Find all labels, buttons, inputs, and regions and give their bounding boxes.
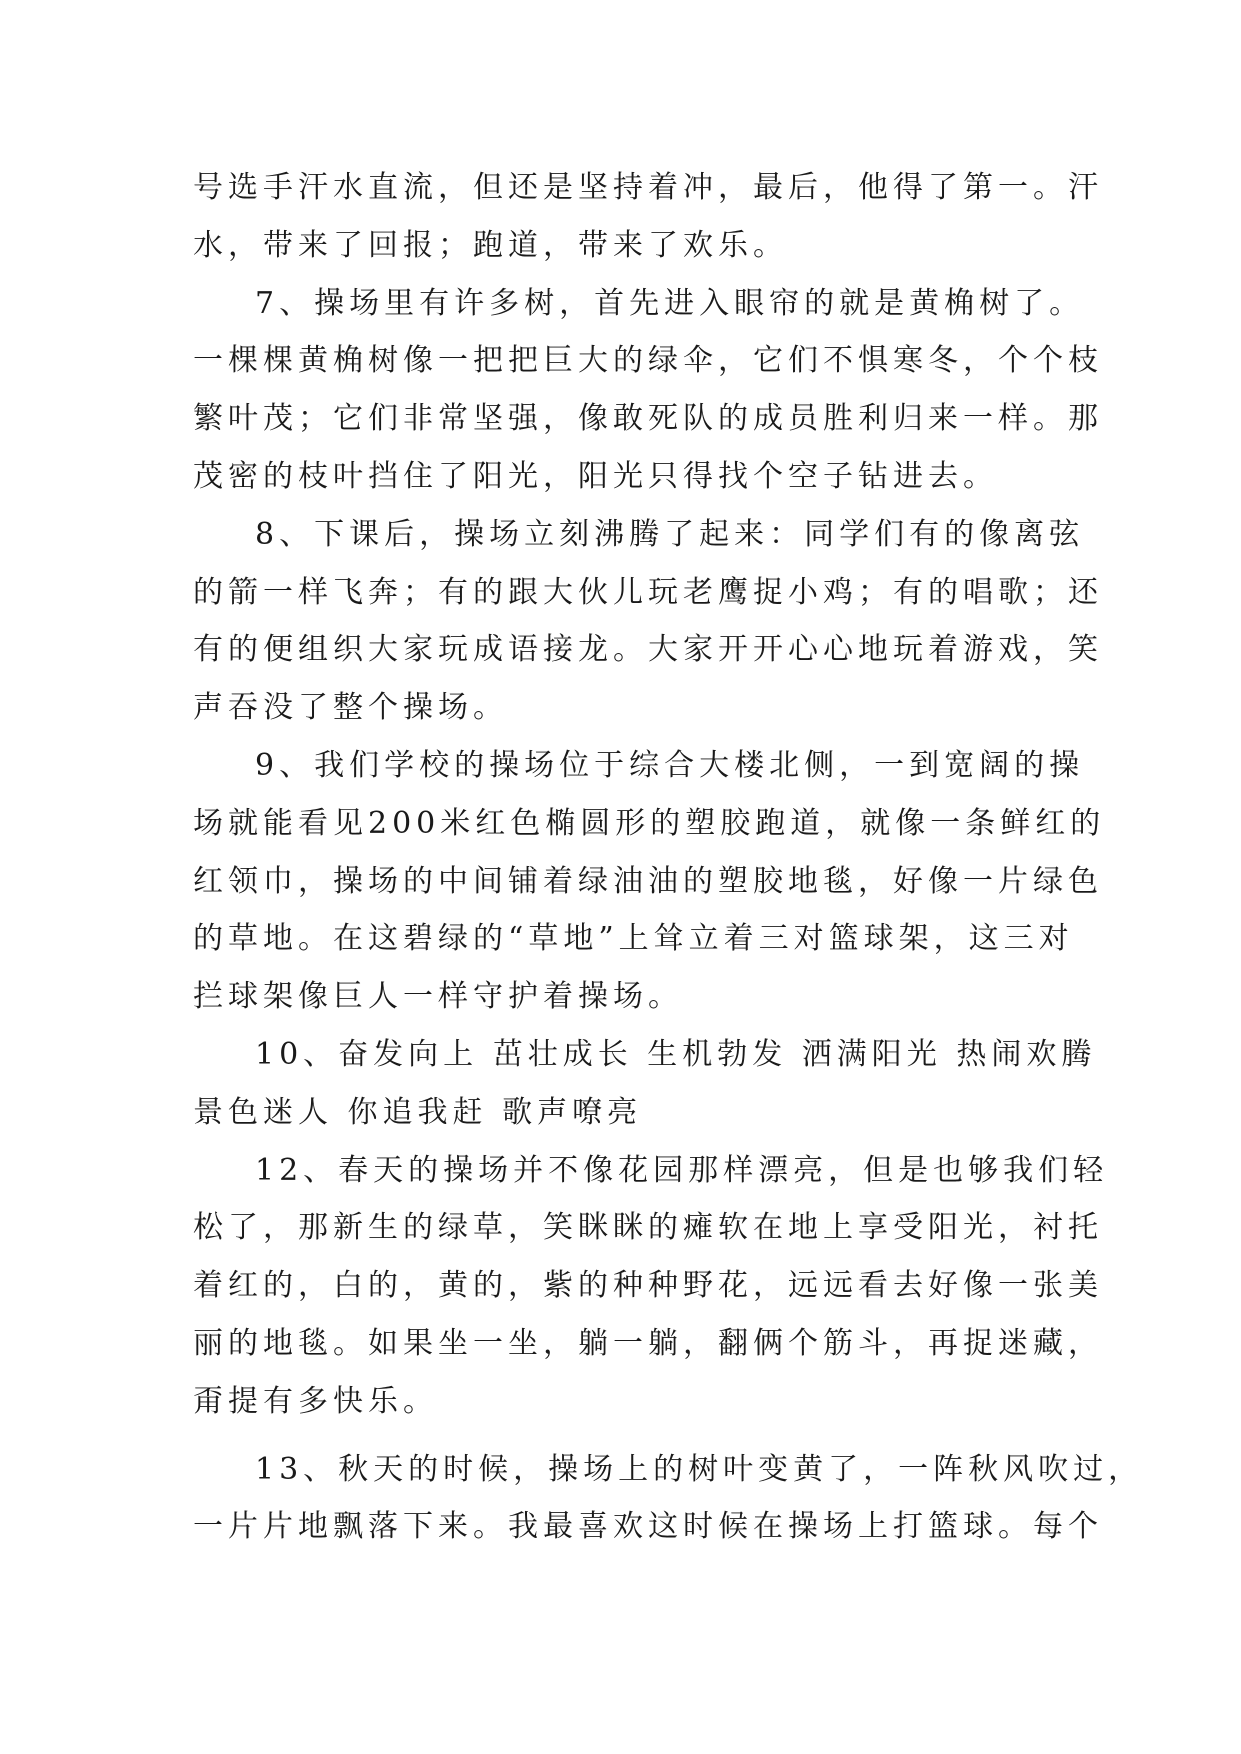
text-line: 10、奋发向上 茁壮成长 生机勃发 洒满阳光 热闹欢腾 — [255, 1036, 1097, 1072]
text-line: 号选手汗水直流，但还是坚持着冲，最后，他得了第一。汗 — [193, 170, 1103, 205]
text-line: 场就能看见200米红色椭圆形的塑胶跑道，就像一条鲜红的 — [193, 805, 1106, 841]
text-line: 水，带来了回报；跑道，带来了欢乐。 — [193, 227, 788, 263]
text-line: 声吞没了整个操场。 — [193, 690, 508, 726]
text-line: 丽的地毯。如果坐一坐，躺一躺，翻俩个筋斗，再捉迷藏， — [193, 1325, 1103, 1361]
text-line: 有的便组织大家玩成语接龙。大家开开心心地玩着游戏，笑 — [193, 632, 1103, 668]
text-line: 甭提有多快乐。 — [193, 1383, 438, 1419]
paragraph-13 — [193, 1441, 1144, 1557]
text-line: 的箭一样飞奔；有的跟大伙儿玩老鹰捉小鸡；有的唱歌；还 — [193, 574, 1103, 610]
text-line: 松了，那新生的绿草，笑眯眯的瘫软在地上享受阳光，衬托 — [193, 1210, 1103, 1246]
paragraph-7 — [193, 275, 1103, 506]
paragraph-continued — [193, 159, 1103, 275]
text-line: 红领巾，操场的中间铺着绿油油的塑胶地毯，好像一片绿色 — [193, 863, 1103, 899]
text-line: 着红的，白的，黄的，紫的种种野花，远远看去好像一张美 — [193, 1268, 1103, 1304]
paragraph-gap — [193, 1431, 1053, 1441]
text-line: 的草地。在这碧绿的“草地”上耸立着三对篮球架，这三对 — [193, 921, 1074, 957]
text-line: 9、我们学校的操场位于综合大楼北侧，一到宽阔的操 — [255, 747, 1085, 783]
paragraph-10 — [193, 1026, 1097, 1142]
text-line: 一片片地飘落下来。我最喜欢这时候在操场上打篮球。每个 — [193, 1509, 1103, 1545]
text-line: 拦球架像巨人一样守护着操场。 — [193, 979, 683, 1015]
paragraph-9 — [193, 737, 1106, 1026]
text-line: 繁叶茂；它们非常坚强，像敢死队的成员胜利归来一样。那 — [193, 401, 1103, 437]
document-body — [193, 159, 1144, 1556]
text-line: 7、操场里有许多树，首先进入眼帘的就是黄桷树了。 — [255, 285, 1085, 321]
paragraph-8 — [193, 506, 1103, 737]
text-line: 景色迷人 你追我赶 歌声嘹亮 — [193, 1094, 643, 1130]
text-line: 13、秋天的时候，操场上的树叶变黄了，一阵秋风吹过， — [255, 1451, 1144, 1487]
paragraph-12 — [193, 1142, 1109, 1431]
text-line: 12、春天的操场并不像花园那样漂亮，但是也够我们轻 — [255, 1152, 1109, 1188]
text-line: 8、下课后，操场立刻沸腾了起来：同学们有的像离弦 — [255, 516, 1085, 552]
text-line: 茂密的枝叶挡住了阳光，阳光只得找个空子钻进去。 — [193, 458, 998, 494]
text-line: 一棵棵黄桷树像一把把巨大的绿伞，它们不惧寒冬，个个枝 — [193, 343, 1103, 379]
